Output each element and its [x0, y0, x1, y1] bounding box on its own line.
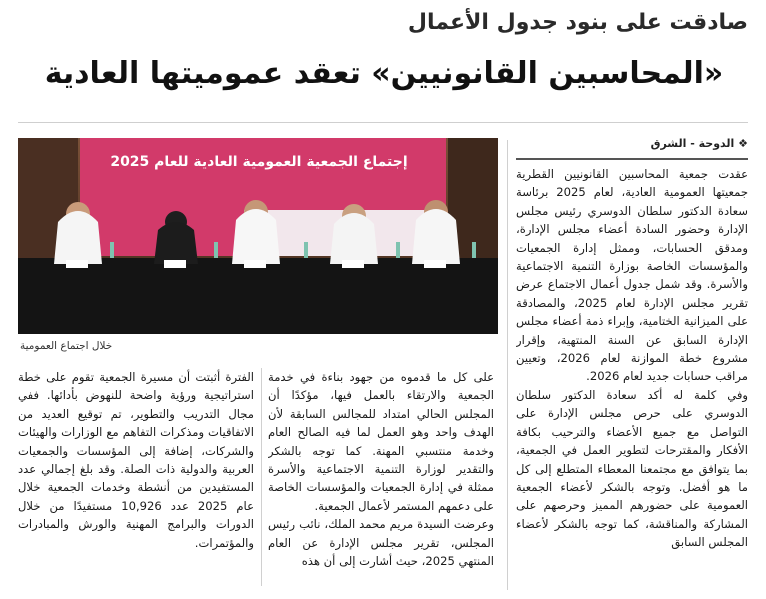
article-column-right: [516, 165, 748, 585]
article-photo: [18, 138, 498, 334]
article-kicker: صادقت على بنود جدول الأعمال: [407, 10, 748, 35]
column-divider: [261, 368, 262, 586]
headline-divider: [18, 122, 748, 123]
article-column-middle: [268, 368, 494, 590]
article-headline: «المحاسبين القانونيين» تعقد عموميتها العادية: [44, 56, 724, 91]
paragraph: وعرضت السيدة مريم محمد الملك، نائب رئيس المجلس، تقرير مجلس الإدارة عن العام المنتهي 2025، حيث أشارت إلى أن هذه: [268, 517, 494, 569]
paragraph: عقدت جمعية المحاسبين القانونيين القطرية جمعيتها العمومية العادية، لعام 2025 برئاسة سعادة الدكتور سلطان الدوسري رئيس مجلس الإدارة وحضور السادة أعضاء مجلس الإدارة، ومدقق الحسابات، وممثل إدارة الجمعيات والمؤسسات الخاصة بوزارة التنمية الاجتماعية والأسرة. وقد شمل جدول أعمال الاجتماع عرض تقرير مجلس الإدارة لعام 2025، والمصادقة على الميزانية الختامية، وإبراء ذمة أعضاء مجلس الإدارة السابق عن السنة المنتهية، وإقرار مشروع خطة الموازنة لعام 2026، وتعيين مراقب حسابات جديد لعام 2026.: [516, 167, 748, 384]
photo-caption: خلال اجتماع العمومية: [20, 340, 113, 352]
conference-table: [18, 258, 498, 334]
column-divider: [507, 140, 508, 590]
article-column-left: [18, 368, 254, 590]
paragraph: على كل ما قدموه من جهود بناءة في خدمة الجمعية والارتقاء بالعمل فيها، مؤكدًا أن المجلس الحالي امتداد للمجالس السابقة لأن الهدف واحد وهو العمل لما فيه الصالح العام وخدمة منتسبي المهنة. كما توجه بالشكر والتقدير لوزارة التنمية الاجتماعية والأسرة ممثلة في إدارة الجمعيات والمؤسسات الخاصة على دعمهم المستمر لأعمال الجمعية.: [268, 370, 494, 513]
paragraph: الفترة أثبتت أن مسيرة الجمعية تقوم على خطة استراتيجية ورؤية واضحة للنهوض بأدائها. ففي مجال التدريب والتطوير، تم توقيع العديد من الاتفاقيات ومذكرات التفاهم مع الوزارات والهيئات والشركات، إضافة إلى المؤسسات والجمعيات العربية والدولية ذات الصلة. وقد بلغ إجمالي عدد المستفيدين من أنشطة وخدمات الجمعية خلال عام 2025 عدد 10,926 مستفيدًا من خلال الدورات والبرامج المهنية والورش والمبادرات والمؤتمرات.: [18, 370, 254, 550]
paragraph: وفي كلمة له أكد سعادة الدكتور سلطان الدوسري على حرص مجلس الإدارة على التواصل مع جميع الأعضاء والترحيب بكافة الأفكار والمقترحات لتطوير العمل في الجمعية، بما يتوافق مع مجتمعنا المعطاء المتطلع إلى كل ما هو أفضل. وتوجه بالشكر لأعضاء الجمعية العمومية على حضورهم المميز وحرصهم على المشاركة والمناقشة، كما توجه بالشكر لأعضاء المجلس السابق: [516, 387, 748, 550]
article-dateline: ❖ الدوحة - الشرق: [650, 137, 748, 150]
dateline-divider: [516, 158, 748, 160]
banner-title: إجتماع الجمعية العمومية العادية للعام 2025: [110, 154, 408, 170]
